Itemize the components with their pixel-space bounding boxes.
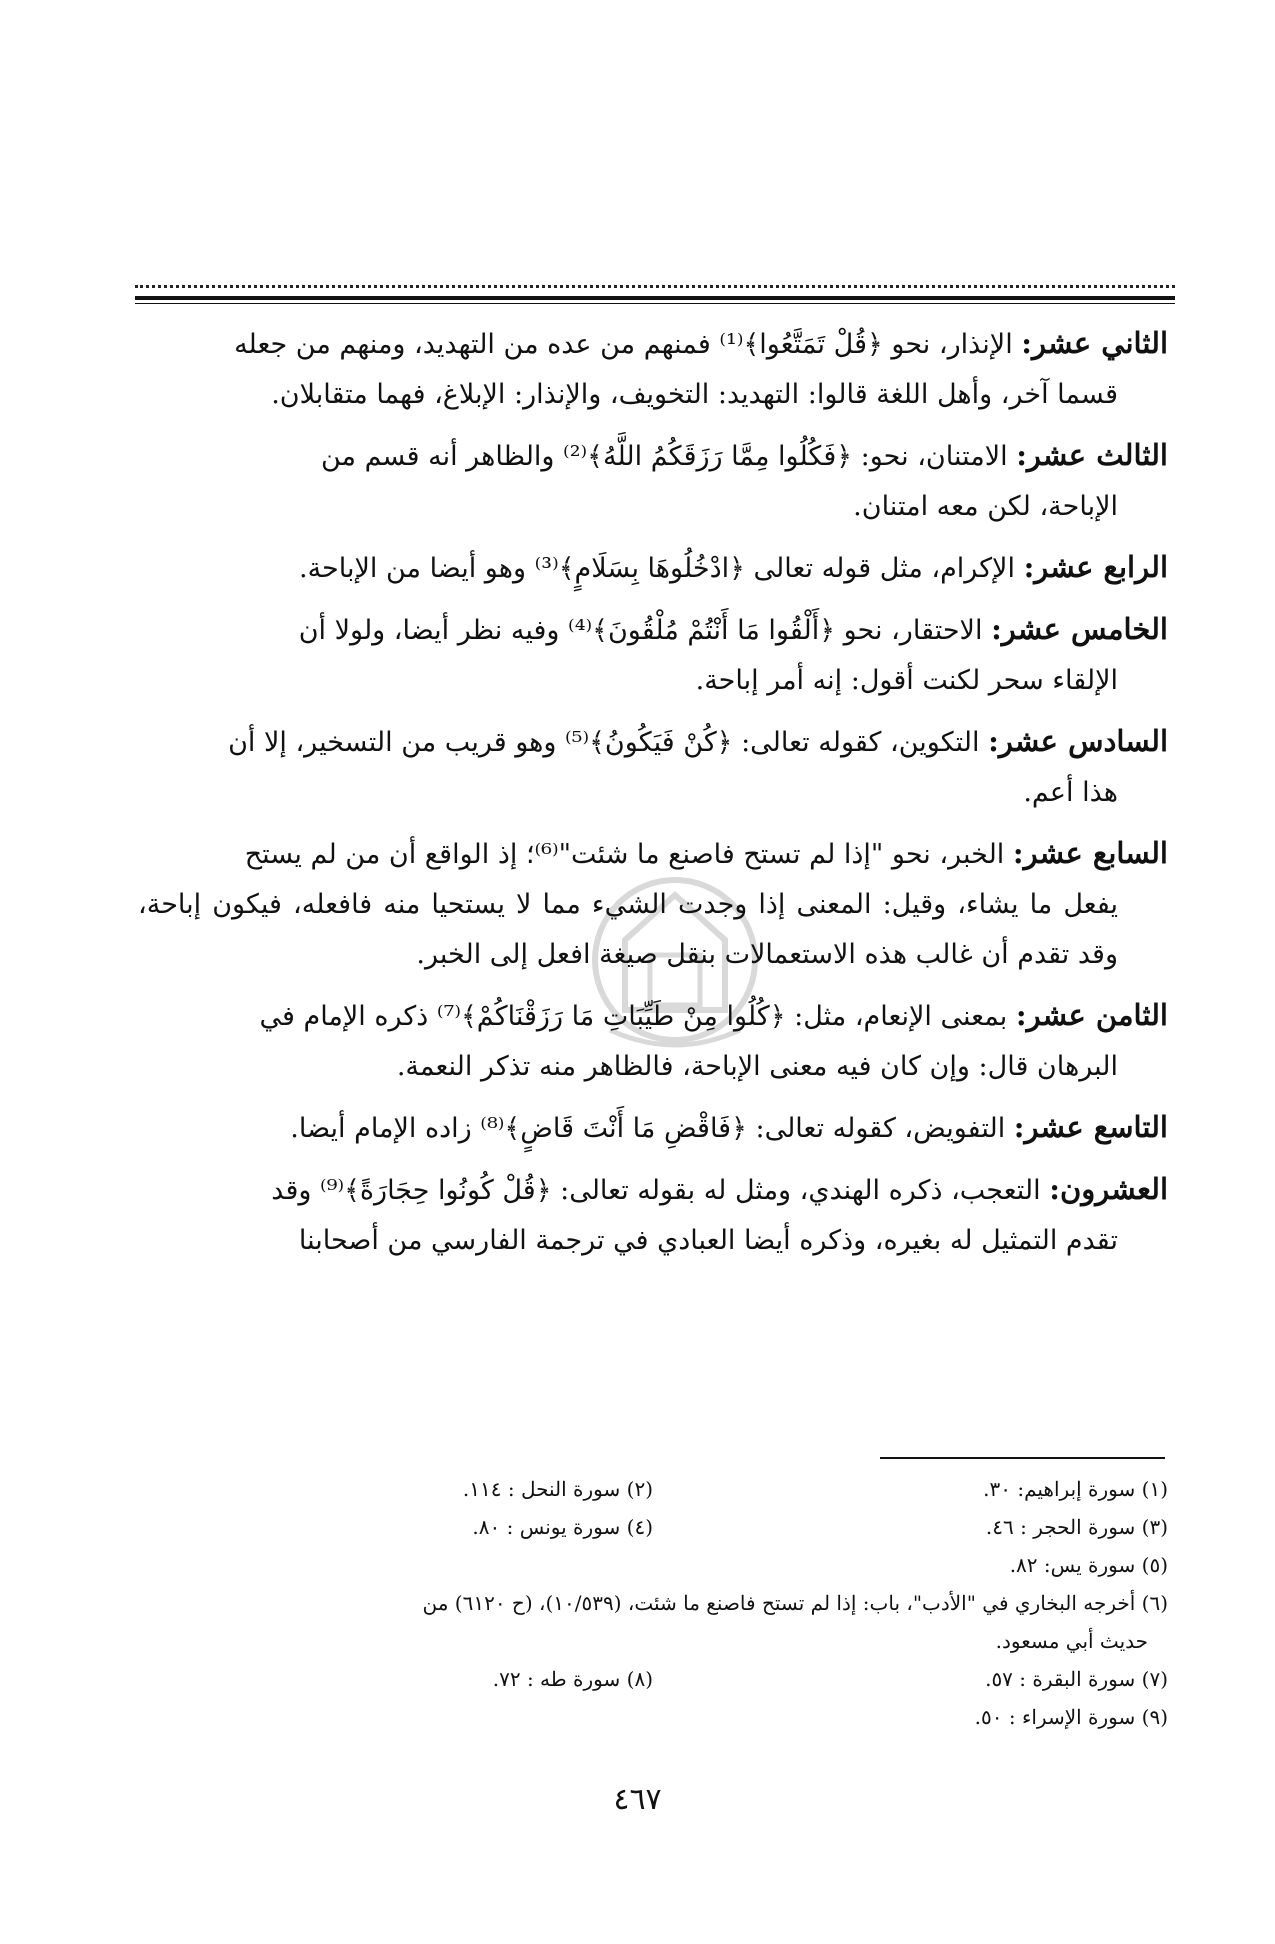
footnote-7: (٧) سورة البقرة : ٥٧. xyxy=(985,1667,1168,1691)
paragraph-heading: السادس عشر: xyxy=(988,724,1168,758)
footnote-6: (٦) أخرجه البخاري في "الأدب"، باب: إذا لم تستح فاصنع ما شئت، (١٠/٥٣٩)، (ح ٦١٢٠) من xyxy=(422,1591,1168,1615)
footnote-row xyxy=(138,1508,1168,1546)
footnote-9: (٩) سورة الإسراء : ٥٠. xyxy=(974,1705,1168,1729)
paragraph-heading: الثامن عشر: xyxy=(1015,998,1168,1032)
paragraph-text: بمعنى الإنعام، مثل: ﴿كُلُوا مِنْ طَيِّبَاتِ مَا رَزَقْنَاكُمْ﴾⁽⁷⁾ ذكره الإمام في xyxy=(259,1001,1008,1032)
paragraph-text: الاحتقار، نحو ﴿أَلْقُوا مَا أَنْتُمْ مُلْقُونَ﴾⁽⁴⁾ وفيه نظر أيضا، ولولا أن xyxy=(298,615,983,646)
paragraph-17 xyxy=(138,828,1168,980)
paragraph-14 xyxy=(138,542,1168,594)
paragraph-text: التفويض، كقوله تعالى: ﴿فَاقْضِ مَا أَنْتَ قَاضٍ﴾⁽⁸⁾ زاده الإمام أيضا. xyxy=(290,1113,1006,1144)
footnote-5: (٥) سورة يس: ٨٢. xyxy=(1009,1553,1168,1577)
footnote-row xyxy=(138,1470,1168,1508)
paragraph-heading: التاسع عشر: xyxy=(1013,1110,1168,1144)
paragraph-heading: العشرون: xyxy=(1049,1172,1168,1206)
paragraph-heading: السابع عشر: xyxy=(1012,836,1168,870)
footnote-6-continuation: حديث أبي مسعود. xyxy=(995,1629,1148,1653)
paragraph-20 xyxy=(138,1164,1168,1266)
paragraph-continuation: البرهان قال: وإن كان فيه معنى الإباحة، فالظاهر منه تذكر النعمة. xyxy=(396,1051,1118,1082)
footnote-3: (٣) سورة الحجر : ٤٦. xyxy=(985,1515,1168,1539)
header-thick-rule xyxy=(135,296,1175,300)
footnotes xyxy=(138,1470,1168,1736)
paragraph-19 xyxy=(138,1102,1168,1154)
footnote-separator xyxy=(880,1457,1165,1459)
paragraph-18 xyxy=(138,990,1168,1092)
main-text xyxy=(138,318,1168,1276)
paragraph-text: الإكرام، مثل قوله تعالى ﴿ادْخُلُوهَا بِسَلَامٍ﴾⁽³⁾ وهو أيضا من الإباحة. xyxy=(299,553,1015,584)
paragraph-13 xyxy=(138,430,1168,532)
paragraph-12 xyxy=(138,318,1168,420)
paragraph-continuation: قسما آخر، وأهل اللغة قالوا: التهديد: التخويف، والإنذار: الإبلاغ، فهما متقابلان. xyxy=(271,379,1118,410)
page-number: ٤٦٧ xyxy=(613,1782,662,1817)
footnote-4: (٤) سورة يونس : ٨٠. xyxy=(472,1515,653,1539)
paragraph-text: الخبر، نحو "إذا لم تستح فاصنع ما شئت"⁽⁶⁾؛ إذ الواقع أن من لم يستح xyxy=(244,839,1005,870)
paragraph-heading: الثالث عشر: xyxy=(1016,438,1168,472)
paragraph-heading: الخامس عشر: xyxy=(991,612,1168,646)
paragraph-heading: الرابع عشر: xyxy=(1023,550,1168,584)
paragraph-heading: الثاني عشر: xyxy=(1021,326,1168,360)
paragraph-text: الإنذار، نحو ﴿قُلْ تَمَتَّعُوا﴾⁽¹⁾ فمنهم من عده من التهديد، ومنهم من جعله xyxy=(234,329,1013,360)
paragraph-text: الامتنان، نحو: ﴿فَكُلُوا مِمَّا رَزَقَكُمُ اللَّهُ﴾⁽²⁾ والظاهر أنه قسم من xyxy=(320,441,1008,472)
footnote-2: (٢) سورة النحل : ١١٤. xyxy=(462,1477,653,1501)
paragraph-16 xyxy=(138,716,1168,818)
paragraph-continuation: يفعل ما يشاء، وقيل: المعنى إذا وجدت الشيء مما لا يستحيا منه فافعله، فيكون إباحة، وقد تقدم أن غالب هذه الاستعمالات بنقل صيغة افعل إلى الخبر. xyxy=(138,889,1118,970)
paragraph-continuation: هذا أعم. xyxy=(1023,777,1118,808)
footnote-1: (١) سورة إبراهيم: ٣٠. xyxy=(983,1477,1168,1501)
paragraph-text: التعجب، ذكره الهندي، ومثل له بقوله تعالى: ﴿قُلْ كُونُوا حِجَارَةً﴾⁽⁹⁾ وقد xyxy=(271,1175,1041,1206)
footnote-row xyxy=(138,1660,1168,1698)
paragraph-continuation: الإلقاء سحر لكنت أقول: إنه أمر إباحة. xyxy=(695,665,1118,696)
paragraph-15 xyxy=(138,604,1168,706)
footnote-8: (٨) سورة طه : ٧٢. xyxy=(492,1667,653,1691)
paragraph-text: التكوين، كقوله تعالى: ﴿كُنْ فَيَكُونُ﴾⁽⁵⁾ وهو قريب من التسخير، إلا أن xyxy=(228,727,980,758)
paragraph-continuation: الإباحة، لكن معه امتنان. xyxy=(853,491,1118,522)
header-thin-rule xyxy=(135,303,1175,304)
paragraph-continuation: تقدم التمثيل له بغيره، وذكره أيضا العبادي في ترجمة الفارسي من أصحابنا xyxy=(298,1225,1118,1256)
header-dotted-rule xyxy=(135,285,1175,288)
